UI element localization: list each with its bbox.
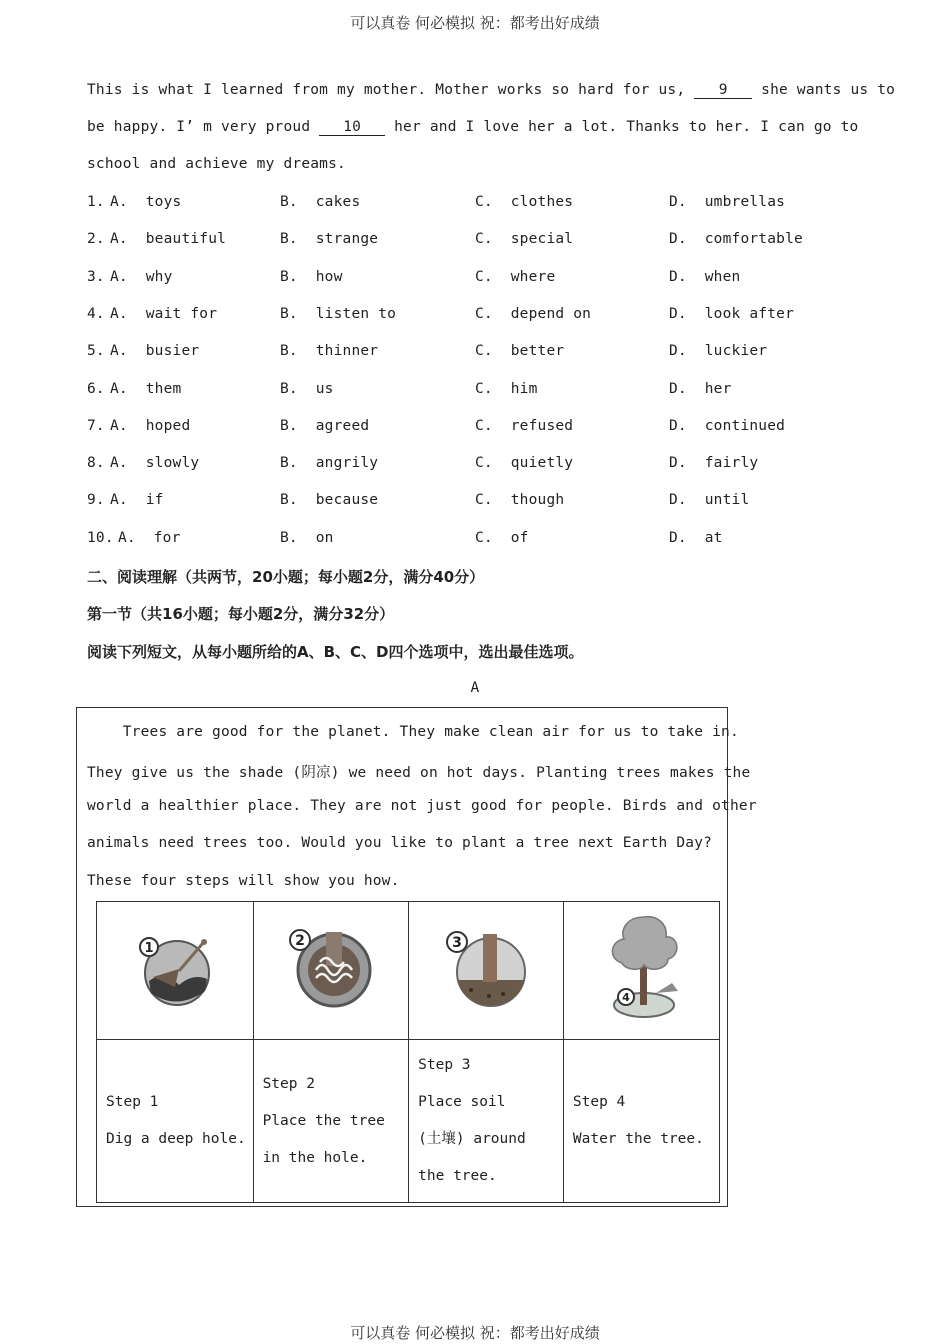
reading-line: These four steps will show you how.: [87, 873, 400, 889]
option-d: D. until: [669, 492, 750, 509]
option-c: C. refused: [475, 417, 574, 434]
option-c: C. though: [475, 492, 565, 509]
step-line: Step 4: [572, 1094, 626, 1110]
option-a: A. busier: [110, 343, 200, 360]
instruction-text: 阅读下列短文，从每小题所给的A、B、C、D四个选项中，选出最佳选项。: [87, 643, 584, 661]
step-line: Step 1: [106, 1094, 159, 1110]
step-3-image: [409, 902, 564, 1040]
option-a: A. for: [118, 529, 181, 546]
question-number: 2.: [87, 231, 105, 248]
reading-line: animals need trees too. Would you like to plant a tree next Earth Day?: [87, 835, 713, 851]
passage-line-3: school and achieve my dreams.: [87, 156, 346, 172]
option-b: B. us: [280, 380, 334, 397]
option-b: B. agreed: [280, 417, 370, 434]
add-soil-icon: [441, 924, 531, 1014]
option-d: D. fairly: [669, 455, 759, 472]
passage-line-1: [87, 82, 895, 99]
option-c: C. better: [475, 343, 565, 360]
option-b: B. thinner: [280, 343, 379, 360]
step-line: Step 2: [262, 1075, 315, 1092]
option-d: D. luckier: [669, 343, 768, 360]
step-number: 2: [294, 932, 305, 949]
option-c: C. special: [475, 231, 574, 248]
question-number: 3.: [87, 268, 105, 285]
page-header: 可以真卷 何必模拟 祝：都考出好成绩: [350, 14, 600, 32]
passage-text: she wants us to: [752, 82, 896, 98]
section-title: 二、阅读理解（共两节，20小题；每小题2分，满分40分）: [87, 568, 485, 586]
step-line: the tree.: [418, 1168, 497, 1184]
question-number: 5.: [87, 343, 105, 360]
option-b: B. angrily: [280, 455, 379, 472]
option-b: B. strange: [280, 231, 379, 248]
step-line: Step 3: [418, 1057, 471, 1073]
option-b: B. listen to: [280, 305, 397, 322]
step-1-text: [97, 1040, 254, 1203]
question-number: 1.: [87, 194, 105, 210]
question-number: 6.: [87, 380, 105, 397]
step-line: Place the tree: [262, 1112, 385, 1129]
blank-10: 10: [319, 119, 385, 136]
option-a: A. if: [110, 492, 164, 509]
passage-label: A: [470, 680, 480, 696]
option-d: D. at: [669, 529, 723, 546]
passage-text: her and I love her a lot. Thanks to her. I can go to: [385, 119, 859, 135]
step-2-image: [253, 902, 409, 1040]
option-a: A. them: [110, 380, 182, 397]
step-1-image: [97, 902, 254, 1040]
passage-text: be happy. I’ m very proud: [87, 119, 320, 135]
option-c: C. where: [475, 268, 556, 285]
step-4-text: [563, 1040, 719, 1203]
step-number: 1: [144, 940, 154, 956]
option-c: C. clothes: [475, 194, 574, 210]
step-number: 3: [452, 934, 462, 951]
question-number: 7.: [87, 417, 105, 434]
reading-line: Trees are good for the planet. They make clean air for us to take in.: [87, 724, 739, 740]
step-line: in the hole.: [262, 1149, 368, 1166]
blank-9: 9: [694, 82, 752, 99]
option-d: D. when: [669, 268, 741, 285]
option-b: B. because: [280, 492, 379, 509]
option-b: B. how: [280, 268, 343, 285]
step-line: Place soil: [418, 1094, 506, 1110]
option-b: B. on: [280, 529, 334, 546]
option-c: C. quietly: [475, 455, 574, 472]
option-c: C. him: [475, 380, 538, 397]
water-tree-icon: [586, 909, 696, 1029]
step-number: 4: [622, 990, 631, 1004]
option-d: D. comfortable: [669, 231, 803, 248]
step-4-image: [563, 902, 719, 1040]
question-number: 4.: [87, 305, 105, 322]
question-number: 8.: [87, 455, 105, 472]
option-d: D. look after: [669, 305, 795, 322]
question-number: 10.: [87, 529, 114, 546]
option-c: C. of: [475, 529, 529, 546]
option-a: A. wait for: [110, 305, 218, 322]
reading-line: world a healthier place. They are not just good for people. Birds and other: [87, 798, 757, 814]
step-line: (土壤) around: [418, 1131, 526, 1147]
option-d: D. umbrellas: [669, 194, 786, 210]
option-a: A. toys: [110, 194, 182, 210]
passage-text: This is what I learned from my mother. Mother works so hard for us,: [87, 82, 695, 98]
step-3-text: [409, 1040, 564, 1203]
option-b: B. cakes: [280, 194, 361, 210]
option-a: A. why: [110, 268, 173, 285]
question-number: 9.: [87, 492, 105, 509]
option-a: A. beautiful: [110, 231, 227, 248]
option-d: D. her: [669, 380, 732, 397]
page-footer: 可以真卷 何必模拟 祝：都考出好成绩: [350, 1324, 600, 1342]
reading-line: They give us the shade (阴凉) we need on hot days. Planting trees makes the: [87, 765, 751, 781]
step-2-text: [253, 1040, 409, 1203]
dig-hole-icon: [135, 929, 215, 1009]
option-a: A. hoped: [110, 417, 191, 434]
option-d: D. continued: [669, 417, 786, 434]
place-tree-icon: [286, 924, 376, 1014]
step-line: Dig a deep hole.: [106, 1131, 246, 1147]
option-c: C. depend on: [475, 305, 592, 322]
passage-line-2: [87, 119, 858, 136]
steps-table: [96, 901, 720, 1203]
part-title: 第一节（共16小题；每小题2分，满分32分）: [87, 605, 395, 623]
step-line: Water the tree.: [572, 1131, 704, 1147]
option-a: A. slowly: [110, 455, 200, 472]
